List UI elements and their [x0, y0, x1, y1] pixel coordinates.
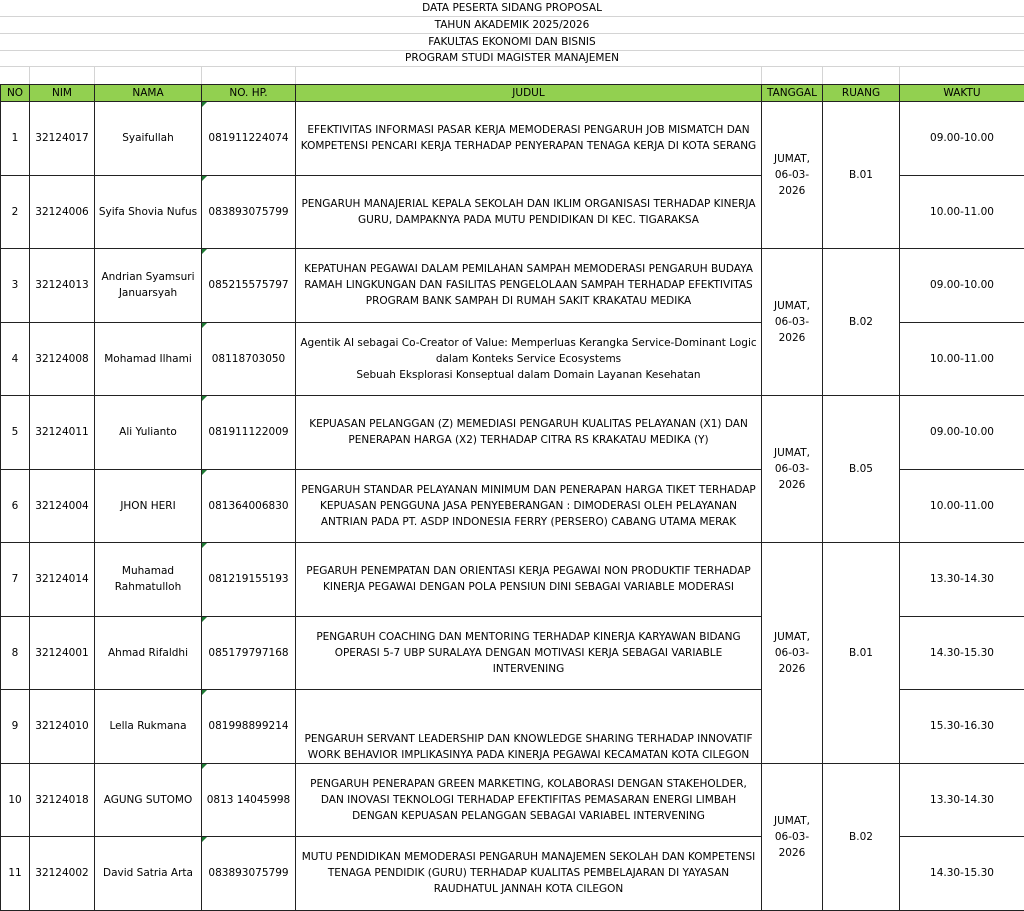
col-header-ruang[interactable]: RUANG [823, 85, 900, 102]
cell-waktu[interactable]: 09.00-10.00 [900, 102, 1024, 176]
cell-waktu[interactable]: 10.00-11.00 [900, 175, 1024, 249]
cell-judul[interactable]: KEPUASAN PELANGGAN (Z) MEMEDIASI PENGARUH KUALITAS PELAYANAN (X1) DAN PENERAPAN HARGA (X2) TERHADAP CITRA RS KRAKATAU MEDIKA (Y) [296, 396, 762, 470]
cell-ruang[interactable]: B.01 [823, 543, 900, 764]
cell-nama[interactable]: Syifa Shovia Nufus [95, 175, 202, 249]
col-header-waktu[interactable]: WAKTU [900, 85, 1024, 102]
participants-table [0, 84, 1024, 911]
cell-hp[interactable]: 0813 14045998 [202, 763, 296, 837]
cell-no[interactable]: 5 [1, 396, 30, 470]
gridline [761, 66, 762, 84]
cell-tanggal[interactable]: JUMAT, 06-03-2026 [762, 102, 823, 249]
cell-ruang[interactable]: B.02 [823, 763, 900, 910]
cell-hp[interactable]: 083893075799 [202, 837, 296, 911]
cell-nama[interactable]: Muhamad Rahmatulloh [95, 543, 202, 617]
cell-no[interactable]: 4 [1, 322, 30, 396]
gridline [201, 66, 202, 84]
cell-no[interactable]: 10 [1, 763, 30, 837]
cell-waktu[interactable]: 10.00-11.00 [900, 322, 1024, 396]
cell-waktu[interactable]: 15.30-16.30 [900, 690, 1024, 764]
cell-hp[interactable]: 083893075799 [202, 175, 296, 249]
title-line-4[interactable]: PROGRAM STUDI MAGISTER MANAJEMEN [0, 50, 1024, 67]
cell-hp[interactable]: 08118703050 [202, 322, 296, 396]
cell-waktu[interactable]: 14.30-15.30 [900, 616, 1024, 690]
cell-nim[interactable]: 32124011 [30, 396, 95, 470]
cell-no[interactable]: 9 [1, 690, 30, 764]
cell-nama[interactable]: Andrian Syamsuri Januarsyah [95, 249, 202, 323]
cell-waktu[interactable]: 09.00-10.00 [900, 396, 1024, 470]
cell-hp[interactable]: 085215575797 [202, 249, 296, 323]
col-header-nama[interactable]: NAMA [95, 85, 202, 102]
gridline [822, 66, 823, 84]
title-line-2[interactable]: TAHUN AKADEMIK 2025/2026 [0, 17, 1024, 34]
cell-judul[interactable]: MUTU PENDIDIKAN MEMODERASI PENGARUH MANAJEMEN SEKOLAH DAN KOMPETENSI TENAGA PENDIDIK (GURU) TERHADAP KUALITAS PEMBELAJARAN DI YAYASAN RAUDHATUL JANNAH KOTA CILEGON [296, 837, 762, 911]
col-header-hp[interactable]: NO. HP. [202, 85, 296, 102]
gridline [94, 66, 95, 84]
cell-hp[interactable]: 081219155193 [202, 543, 296, 617]
cell-nim[interactable]: 32124004 [30, 469, 95, 543]
cell-ruang[interactable]: B.01 [823, 102, 900, 249]
cell-nim[interactable]: 32124018 [30, 763, 95, 837]
cell-hp[interactable]: 085179797168 [202, 616, 296, 690]
cell-waktu[interactable]: 14.30-15.30 [900, 837, 1024, 911]
cell-judul[interactable]: PENGARUH STANDAR PELAYANAN MINIMUM DAN PENERAPAN HARGA TIKET TERHADAP KEPUASAN PENGGUNA JASA PENYEBERANGAN : DIMODERASI OLEH PELAYANAN ANTRIAN PADA PT. ASDP INDONESIA FERRY (PERSERO) CABANG UTAMA MERAK [296, 469, 762, 543]
cell-tanggal[interactable]: JUMAT, 06-03-2026 [762, 763, 823, 910]
col-header-nim[interactable]: NIM [30, 85, 95, 102]
cell-tanggal[interactable]: JUMAT, 06-03-2026 [762, 249, 823, 396]
cell-no[interactable]: 2 [1, 175, 30, 249]
title-line-1[interactable]: DATA PESERTA SIDANG PROPOSAL [0, 0, 1024, 17]
cell-tanggal[interactable]: JUMAT, 06-03-2026 [762, 396, 823, 543]
cell-no[interactable]: 11 [1, 837, 30, 911]
cell-nama[interactable]: Ali Yulianto [95, 396, 202, 470]
judul-line: Agentik AI sebagai Co-Creator of Value: Memperluas Kerangka Service-Dominant Logic dalam Konteks Service Ecosystems [298, 335, 759, 367]
gridline [295, 66, 296, 84]
cell-hp[interactable]: 081911122009 [202, 396, 296, 470]
cell-no[interactable]: 7 [1, 543, 30, 617]
cell-hp[interactable]: 081998899214 [202, 690, 296, 764]
cell-no[interactable]: 3 [1, 249, 30, 323]
cell-nim[interactable]: 32124010 [30, 690, 95, 764]
cell-nim[interactable]: 32124017 [30, 102, 95, 176]
cell-judul[interactable]: PENGARUH PENERAPAN GREEN MARKETING, KOLABORASI DENGAN STAKEHOLDER, DAN INOVASI TEKNOLOGI TERHADAP EFEKTIFITAS PEMASARAN ENERGI LIMBAH DENGAN KEPUASAN PELANGGAN SEBAGAI VARIABEL INTERVENING [296, 763, 762, 837]
table-row [1, 396, 1024, 470]
cell-judul[interactable]: PENGARUH MANAJERIAL KEPALA SEKOLAH DAN IKLIM ORGANISASI TERHADAP KINERJA GURU, DAMPAKNYA PADA MUTU PENDIDIKAN DI KEC. TIGARAKSA [296, 175, 762, 249]
cell-nama[interactable]: AGUNG SUTOMO [95, 763, 202, 837]
cell-judul[interactable]: PENGARUH SERVANT LEADERSHIP DAN KNOWLEDGE SHARING TERHADAP INNOVATIF WORK BEHAVIOR IMPLIKASINYA PADA KINERJA PEGAWAI KECAMATAN KOTA CILEGON [296, 690, 762, 764]
cell-judul[interactable]: PEGARUH PENEMPATAN DAN ORIENTASI KERJA PEGAWAI NON PRODUKTIF TERHADAP KINERJA PEGAWAI DENGAN POLA PENSIUN DINI SEBAGAI VARIABLE MODERASI [296, 543, 762, 617]
cell-ruang[interactable]: B.02 [823, 249, 900, 396]
judul-subtitle: Sebuah Eksplorasi Konseptual dalam Domain Layanan Kesehatan [298, 367, 759, 383]
cell-nama[interactable]: Ahmad Rifaldhi [95, 616, 202, 690]
cell-nama[interactable]: David Satria Arta [95, 837, 202, 911]
cell-nama[interactable]: Syaifullah [95, 102, 202, 176]
cell-waktu[interactable]: 09.00-10.00 [900, 249, 1024, 323]
cell-nim[interactable]: 32124013 [30, 249, 95, 323]
col-header-no[interactable]: NO [1, 85, 30, 102]
col-header-judul[interactable]: JUDUL [296, 85, 762, 102]
cell-judul[interactable] [296, 322, 762, 396]
col-header-tanggal[interactable]: TANGGAL [762, 85, 823, 102]
table-row [1, 102, 1024, 176]
gridline [29, 66, 30, 84]
cell-nim[interactable]: 32124014 [30, 543, 95, 617]
cell-hp[interactable]: 081364006830 [202, 469, 296, 543]
cell-judul[interactable]: EFEKTIVITAS INFORMASI PASAR KERJA MEMODERASI PENGARUH JOB MISMATCH DAN KOMPETENSI PENCARI KERJA TERHADAP PENYERAPAN TENAGA KERJA DI KOTA SERANG [296, 102, 762, 176]
title-line-3[interactable]: FAKULTAS EKONOMI DAN BISNIS [0, 34, 1024, 51]
table-header-row [1, 85, 1024, 102]
table-row [1, 249, 1024, 323]
cell-nim[interactable]: 32124008 [30, 322, 95, 396]
cell-hp[interactable]: 081911224074 [202, 102, 296, 176]
cell-nim[interactable]: 32124002 [30, 837, 95, 911]
gridline [899, 66, 900, 84]
cell-waktu[interactable]: 13.30-14.30 [900, 543, 1024, 617]
cell-no[interactable]: 8 [1, 616, 30, 690]
cell-waktu[interactable]: 10.00-11.00 [900, 469, 1024, 543]
cell-no[interactable]: 1 [1, 102, 30, 176]
cell-nim[interactable]: 32124001 [30, 616, 95, 690]
cell-nama[interactable]: JHON HERI [95, 469, 202, 543]
cell-no[interactable]: 6 [1, 469, 30, 543]
table-row [1, 543, 1024, 617]
cell-nim[interactable]: 32124006 [30, 175, 95, 249]
cell-judul[interactable]: PENGARUH COACHING DAN MENTORING TERHADAP KINERJA KARYAWAN BIDANG OPERASI 5-7 UBP SURALAYA DENGAN MOTIVASI KERJA SEBAGAI VARIABLE INTERVENING [296, 616, 762, 690]
cell-waktu[interactable]: 13.30-14.30 [900, 763, 1024, 837]
cell-nama[interactable]: Lella Rukmana [95, 690, 202, 764]
table-row [1, 763, 1024, 837]
cell-judul[interactable]: KEPATUHAN PEGAWAI DALAM PEMILAHAN SAMPAH MEMODERASI PENGARUH BUDAYA RAMAH LINGKUNGAN DAN FASILITAS PENGELOLAAN SAMPAH TERHADAP EFEKTIVITAS PROGRAM BANK SAMPAH DI RUMAH SAKIT KRAKATAU MEDIKA [296, 249, 762, 323]
cell-ruang[interactable]: B.05 [823, 396, 900, 543]
cell-tanggal[interactable]: JUMAT, 06-03-2026 [762, 543, 823, 764]
cell-nama[interactable]: Mohamad Ilhami [95, 322, 202, 396]
